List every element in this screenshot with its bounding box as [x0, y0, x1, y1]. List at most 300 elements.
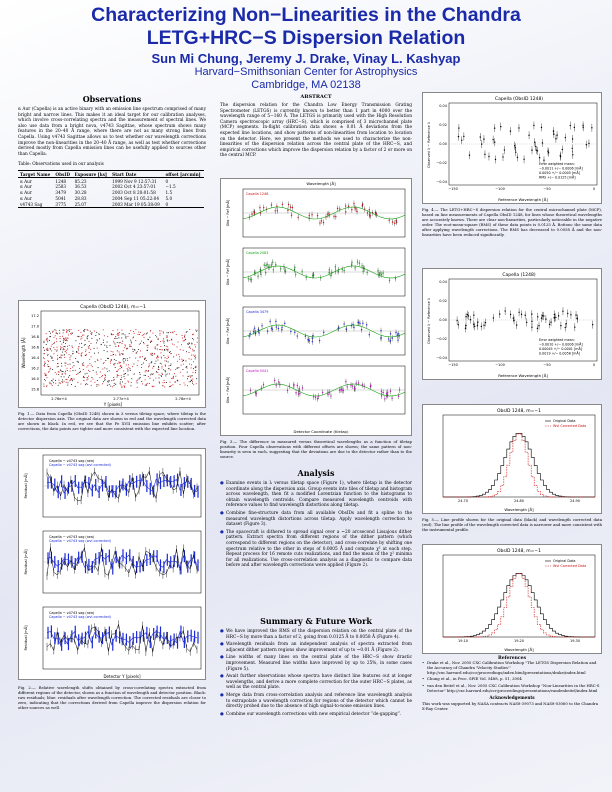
- data-point: [80, 384, 81, 385]
- data-point: [350, 385, 351, 386]
- data-point: [357, 261, 358, 262]
- data-point: [156, 361, 157, 362]
- data-point: [132, 366, 133, 367]
- table-cell: 1248: [55, 178, 67, 184]
- data-point: [85, 340, 86, 341]
- data-point: [134, 350, 135, 351]
- data-point: [196, 367, 197, 368]
- data-point: [177, 361, 178, 362]
- data-point: [148, 366, 149, 367]
- data-point: [192, 375, 193, 376]
- data-point: [47, 364, 48, 365]
- data-point: [523, 159, 524, 160]
- data-point: [140, 357, 141, 358]
- data-point: [173, 378, 174, 379]
- data-point: [134, 374, 135, 375]
- data-point: [62, 379, 63, 380]
- data-point: [105, 379, 106, 380]
- data-point: [130, 340, 131, 341]
- data-point: [77, 361, 78, 362]
- data-point: [107, 371, 108, 372]
- x-axis-label: Wavelength [Å]: [504, 647, 534, 652]
- data-point: [137, 387, 138, 388]
- data-point: [131, 382, 132, 383]
- x-tick-label: −50: [543, 187, 551, 191]
- data-point: [84, 377, 85, 378]
- data-point: [343, 390, 344, 391]
- data-point: [183, 340, 184, 341]
- data-point: [46, 333, 47, 334]
- data-point: [64, 346, 65, 347]
- data-point: [78, 362, 79, 363]
- table-cell: 85.23: [74, 178, 87, 184]
- data-point: [117, 371, 118, 372]
- data-point: [151, 362, 152, 363]
- data-point: [131, 343, 132, 344]
- data-point: [144, 333, 145, 334]
- data-point: [59, 380, 60, 381]
- data-point: [111, 334, 112, 335]
- data-point: [128, 364, 129, 365]
- data-point: [91, 365, 92, 366]
- data-point: [165, 371, 166, 372]
- data-point: [105, 375, 106, 376]
- table-cell: 3775: [55, 201, 67, 207]
- data-point: [159, 382, 160, 383]
- data-point: [44, 379, 45, 380]
- data-point: [172, 384, 173, 385]
- figure-title: Capella (ObsID 1248): [494, 97, 544, 102]
- legend-original: Original Data: [553, 559, 576, 563]
- data-point: [44, 361, 45, 362]
- data-point: [115, 367, 116, 368]
- data-point: [351, 262, 352, 263]
- stats-line: Error weighted mean:: [539, 338, 575, 342]
- data-point: [50, 349, 51, 350]
- data-point: [195, 372, 196, 373]
- data-point: [53, 379, 54, 380]
- data-point: [53, 360, 54, 361]
- data-point: [47, 349, 48, 350]
- data-point: [166, 374, 167, 375]
- data-point: [51, 380, 52, 381]
- data-point: [170, 351, 171, 352]
- data-point: [150, 374, 151, 375]
- data-point: [83, 365, 84, 366]
- data-point: [83, 335, 84, 336]
- data-point: [146, 370, 147, 371]
- data-point: [92, 366, 93, 367]
- x-tick-label: −50: [543, 363, 551, 367]
- x-tick-label: −100: [495, 187, 505, 191]
- data-point: [82, 335, 83, 336]
- data-point: [50, 369, 51, 370]
- data-point: [155, 378, 156, 379]
- data-point: [50, 368, 51, 369]
- x-tick-label: 19.30: [569, 639, 581, 643]
- data-point: [312, 341, 313, 342]
- data-point: [369, 334, 370, 335]
- data-point: [89, 341, 90, 342]
- data-point: [269, 321, 270, 322]
- data-point: [124, 347, 125, 348]
- data-point: [117, 342, 118, 343]
- y-axis-label: Observed λ − Reference λ: [427, 298, 431, 344]
- data-point: [94, 348, 95, 349]
- table-header-cell: offset [arcmin]: [165, 171, 201, 177]
- data-point: [98, 352, 99, 353]
- y-axis-label: Observed λ − Reference λ: [427, 122, 431, 168]
- data-point: [271, 327, 272, 328]
- data-point: [175, 381, 176, 382]
- data-point: [61, 376, 62, 377]
- data-point: [517, 157, 518, 158]
- figure-5b: [422, 544, 602, 654]
- data-point: [278, 381, 279, 382]
- data-point: [390, 391, 391, 392]
- data-point: [103, 329, 104, 330]
- data-point: [78, 346, 79, 347]
- data-point: [65, 346, 66, 347]
- data-point: [140, 332, 141, 333]
- data-point: [46, 385, 47, 386]
- data-point: [60, 338, 61, 339]
- data-point: [104, 374, 105, 375]
- table-cell: 25.07: [74, 201, 87, 207]
- data-point: [150, 378, 151, 379]
- data-point: [127, 360, 128, 361]
- data-point: [52, 369, 53, 370]
- data-point: [384, 398, 385, 399]
- table-cell: 28.83: [74, 195, 87, 201]
- data-point: [275, 321, 276, 322]
- data-point: [188, 344, 189, 345]
- data-point: [555, 317, 556, 318]
- data-point: [131, 385, 132, 386]
- table-cell: v4743 Sag: [20, 201, 43, 207]
- data-point: [137, 351, 138, 352]
- data-point: [96, 342, 97, 343]
- data-point: [93, 379, 94, 380]
- data-point: [62, 381, 63, 382]
- data-point: [69, 329, 70, 330]
- data-point: [565, 327, 566, 328]
- data-point: [45, 363, 46, 364]
- stats-line: 0.00045 +/− 0.0001 [mÅ]: [539, 347, 582, 351]
- data-point: [358, 382, 359, 383]
- data-point: [458, 136, 459, 137]
- data-point: [53, 347, 54, 348]
- data-point: [362, 271, 363, 272]
- data-point: [178, 367, 179, 368]
- data-point: [533, 125, 534, 126]
- data-point: [99, 334, 100, 335]
- data-point: [119, 332, 120, 333]
- data-point: [259, 207, 260, 208]
- data-point: [130, 346, 131, 347]
- data-point: [542, 142, 543, 143]
- data-point: [545, 318, 546, 319]
- data-point: [48, 361, 49, 362]
- data-point: [120, 355, 121, 356]
- data-point: [518, 312, 519, 313]
- data-point: [295, 392, 296, 393]
- data-point: [164, 341, 165, 342]
- data-point: [67, 385, 68, 386]
- data-point: [63, 330, 64, 331]
- data-point: [195, 346, 196, 347]
- data-point: [369, 209, 370, 210]
- data-point: [189, 358, 190, 359]
- data-point: [309, 215, 310, 216]
- data-point: [122, 353, 123, 354]
- data-point: [115, 355, 116, 356]
- data-point: [149, 364, 150, 365]
- data-point: [504, 149, 505, 150]
- data-point: [192, 383, 193, 384]
- data-point: [81, 336, 82, 337]
- data-point: [181, 365, 182, 366]
- data-point: [78, 348, 79, 349]
- data-point: [132, 338, 133, 339]
- data-point: [174, 344, 175, 345]
- table-cell: 2003 Mar 19 05:38:09: [112, 201, 160, 207]
- data-point: [537, 150, 538, 151]
- data-point: [141, 367, 142, 368]
- data-point: [534, 142, 535, 143]
- y-tick-label: 17.2: [30, 314, 39, 318]
- table-cell: 1999 Nov 9 12:57:31: [112, 178, 157, 184]
- data-point: [140, 343, 141, 344]
- data-point: [159, 335, 160, 336]
- data-point: [104, 350, 105, 351]
- data-point: [133, 337, 134, 338]
- data-point: [76, 352, 77, 353]
- data-point: [79, 336, 80, 337]
- data-point: [167, 332, 168, 333]
- data-point: [366, 324, 367, 325]
- data-point: [81, 343, 82, 344]
- data-point: [117, 333, 118, 334]
- bullet-item: ● We have improved the RMS of the dispersion relation on the central plate of the HRC−S by more than a factor of 2, going from 0.0125 Å to 0.0058 Å (Figure 4).: [220, 629, 412, 640]
- data-point: [147, 383, 148, 384]
- data-point: [275, 210, 276, 211]
- data-point: [87, 384, 88, 385]
- data-point: [47, 355, 48, 356]
- data-point: [109, 381, 110, 382]
- data-point: [169, 365, 170, 366]
- data-point: [149, 365, 150, 366]
- data-point: [292, 207, 293, 208]
- data-point: [192, 338, 193, 339]
- data-point: [195, 370, 196, 371]
- data-point: [119, 353, 120, 354]
- data-point: [72, 367, 73, 368]
- data-point: [57, 355, 58, 356]
- data-point: [158, 338, 159, 339]
- abstract-text: The dispersion relation for the Chandra Low Energy Transmission Grating Spectrometer (LETGS) is currently known to better than 1 part in 4000 over the wavelength range of 5−160 Å. The LETGS is primarily used with the High Resolution Camera spectroscopic array (HRC−S), which is comprised of 3 microchannel plate (MCP) segments. In-flight calibration data shows ± 0.01 Å deviations from the expected line locations, and show patterns of non-linearities from location to location on the detector. Here, we present the methods we used to characterize the non-linearities of the dispersion relation across the central plate of the HRC−S, and empirical corrections which improve the dispersion relation by a factor of 2 or more on the central MCP.: [220, 103, 412, 159]
- data-point: [81, 355, 82, 356]
- data-point: [50, 333, 51, 334]
- data-point: [147, 332, 148, 333]
- stats-line: 0.0050 +/− 0.0005 [mÅ]: [539, 171, 580, 175]
- data-point: [144, 343, 145, 344]
- data-point: [531, 321, 532, 322]
- data-point: [107, 351, 108, 352]
- data-point: [170, 332, 171, 333]
- data-point: [389, 220, 390, 221]
- data-point: [170, 369, 171, 370]
- data-point: [161, 349, 162, 350]
- data-point: [67, 368, 68, 369]
- data-point: [146, 345, 147, 346]
- data-point: [56, 338, 57, 339]
- data-point: [121, 377, 122, 378]
- data-point: [139, 344, 140, 345]
- data-point: [47, 341, 48, 342]
- data-point: [55, 335, 56, 336]
- data-point: [168, 349, 169, 350]
- data-point: [43, 341, 44, 342]
- data-point: [164, 350, 165, 351]
- stats-line: RMS +/− 0.0125 [mÅ]: [539, 175, 576, 180]
- data-point: [161, 363, 162, 364]
- data-point: [112, 386, 113, 387]
- panel-label: Capella 1248: [246, 192, 269, 196]
- data-point: [307, 339, 308, 340]
- data-point: [274, 380, 275, 381]
- data-point: [317, 215, 318, 216]
- data-point: [115, 336, 116, 337]
- data-point: [114, 342, 115, 343]
- data-point: [150, 341, 151, 342]
- data-point: [572, 154, 573, 155]
- data-point: [531, 149, 532, 150]
- data-point: [113, 334, 114, 335]
- data-point: [177, 380, 178, 381]
- x-tick-label: 0: [592, 363, 596, 367]
- data-point: [55, 349, 56, 350]
- data-point: [124, 363, 125, 364]
- data-point: [257, 275, 258, 276]
- data-point: [97, 348, 98, 349]
- data-point: [63, 342, 64, 343]
- data-point: [165, 366, 166, 367]
- data-point: [102, 375, 103, 376]
- data-point: [572, 148, 573, 149]
- data-point: [189, 376, 190, 377]
- data-point: [470, 319, 471, 320]
- data-point: [65, 351, 66, 352]
- data-point: [53, 382, 54, 383]
- figure-2-plot: [19, 449, 207, 681]
- data-point: [299, 393, 300, 394]
- data-point: [105, 360, 106, 361]
- data-point: [168, 362, 169, 363]
- data-point: [43, 384, 44, 385]
- data-point: [186, 361, 187, 362]
- y-tick-label: 16.0: [30, 377, 39, 381]
- data-point: [95, 382, 96, 383]
- data-point: [184, 337, 185, 338]
- x-tick-label: 24.70: [457, 499, 469, 503]
- data-point: [68, 338, 69, 339]
- data-point: [369, 216, 370, 217]
- data-point: [66, 331, 67, 332]
- data-point: [112, 351, 113, 352]
- data-point: [173, 332, 174, 333]
- panel-label: Capella 3479: [246, 310, 269, 314]
- data-point: [315, 397, 316, 398]
- data-point: [254, 327, 255, 328]
- data-point: [158, 357, 159, 358]
- data-point: [145, 375, 146, 376]
- data-point: [110, 345, 111, 346]
- data-point: [189, 381, 190, 382]
- data-point: [390, 340, 391, 341]
- data-point: [301, 271, 302, 272]
- data-point: [194, 344, 195, 345]
- data-point: [154, 353, 155, 354]
- abstract-heading: ABSTRACT: [300, 94, 332, 100]
- data-point: [123, 354, 124, 355]
- data-point: [171, 385, 172, 386]
- data-point: [132, 349, 133, 350]
- data-point: [144, 375, 145, 376]
- data-point: [102, 383, 103, 384]
- data-point: [66, 329, 67, 330]
- data-point: [358, 322, 359, 323]
- data-point: [356, 211, 357, 212]
- data-point: [170, 382, 171, 383]
- data-point: [193, 384, 194, 385]
- data-point: [71, 378, 72, 379]
- data-point: [120, 366, 121, 367]
- data-point: [49, 366, 50, 367]
- data-point: [124, 386, 125, 387]
- data-point: [185, 385, 186, 386]
- data-point: [192, 349, 193, 350]
- data-point: [158, 367, 159, 368]
- table-caption: Table: Observations used in our analysis: [18, 161, 104, 167]
- data-point: [351, 209, 352, 210]
- data-point: [119, 352, 120, 353]
- data-point: [167, 349, 168, 350]
- data-point: [152, 333, 153, 334]
- data-point: [118, 375, 119, 376]
- data-point: [65, 338, 66, 339]
- table-cell: α Aur: [20, 178, 32, 184]
- data-point: [465, 325, 466, 326]
- data-point: [395, 278, 396, 279]
- data-point: [515, 152, 516, 153]
- data-point: [183, 360, 184, 361]
- data-point: [192, 372, 193, 373]
- x-tick-label: 24.80: [513, 499, 525, 503]
- data-point: [77, 352, 78, 353]
- data-point: [56, 332, 57, 333]
- data-point: [120, 383, 121, 384]
- data-point: [85, 373, 86, 374]
- data-point: [61, 344, 62, 345]
- x-tick-label: 19.20: [513, 639, 525, 643]
- data-point: [154, 354, 155, 355]
- summary-list: [220, 629, 412, 717]
- summary-heading: Summary & Future Work: [260, 616, 372, 626]
- data-point: [147, 339, 148, 340]
- observations-text: α Aur (Capella) is an active binary with an emission line spectrum comprised of many bright and narrow lines. This makes it an ideal target for our calibration analyses, which involve cross-correlating spectra and the measurement of spectral lines. We also use data from a bright nova, v4743 Sagittae, whose spectrum shows many features in the 20–40 Å range, where there are not as many strong lines from Capella. Using v4743 Sagittae allows us to test whether our wavelength corrections improve the non-linearities in the 20–40 Å range, as well as test whether corrections derived mostly from Capella emission lines can be usefully applied to sources other than Capella.: [18, 107, 206, 157]
- data-point: [122, 330, 123, 331]
